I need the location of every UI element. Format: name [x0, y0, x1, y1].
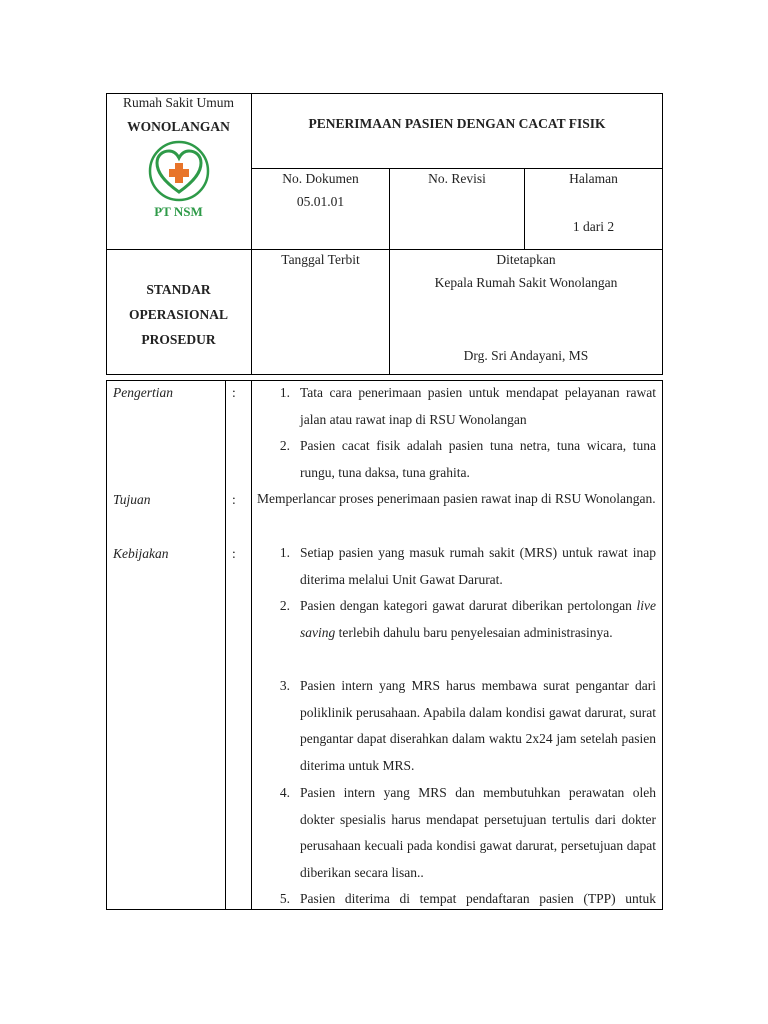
hospital-name: Rumah Sakit Umum: [123, 95, 234, 110]
ditetapkan-by: Kepala Rumah Sakit Wonolangan: [434, 275, 618, 290]
colon: :: [232, 546, 236, 561]
sop-line-2: OPERASIONAL: [128, 307, 228, 322]
list-text-part: Pasien dengan kategori gawat darurat diberikan pertolongan: [300, 598, 632, 613]
section-label-tujuan: Tujuan: [113, 492, 151, 507]
section-label-pengertian: Pengertian: [113, 385, 173, 400]
list-text: [300, 593, 656, 646]
list-text: Pasien intern yang MRS dan membutuhkan perawatan oleh dokter spesialis harus mendapat persetujuan tertulis dari dokter perusahaan kecuali pada kondisi gawat darurat, persetujuan dapat diberikan secara lisan..: [300, 785, 656, 880]
italic-term: live saving: [300, 598, 656, 640]
hospital-name-bold: WONOLANGAN: [127, 119, 230, 134]
list-item: [276, 593, 656, 646]
list-text: Pasien diterima di tempat pendaftaran pasien (TPP) untuk: [300, 891, 656, 906]
list-item: [276, 673, 656, 779]
list-text: Pasien intern yang MRS harus membawa surat pengantar dari poliklinik perusahaan. Apabila dalam kondisi gawat darurat, surat pengantar dapat diserahkan dalam waktu 2x24 jam setelah pasien diterima untuk MRS.: [300, 678, 656, 773]
list-text: Setiap pasien yang masuk rumah sakit (MRS) untuk rawat inap diterima melalui Unit Gawat Darurat.: [300, 545, 656, 587]
no-dokumen-value: 05.01.01: [296, 194, 345, 209]
logo-text: PT NSM: [154, 204, 203, 219]
halaman-value: 1 dari 2: [572, 219, 615, 234]
sop-line-3: PROSEDUR: [141, 332, 216, 347]
list-number: 2.: [279, 438, 290, 453]
list-number: 2.: [279, 598, 290, 613]
sop-line-1: STANDAR: [146, 282, 211, 297]
list-text: Pasien cacat fisik adalah pasien tuna netra, tuna wicara, tuna rungu, tuna daksa, tuna grahita.: [300, 438, 656, 480]
signatory-name: Drg. Sri Andayani, MS: [463, 348, 589, 363]
colon: :: [232, 385, 236, 400]
list-item: [276, 886, 656, 908]
halaman-label: Halaman: [569, 171, 618, 186]
section-label-kebijakan: Kebijakan: [113, 546, 169, 561]
list-number: 1.: [279, 545, 290, 560]
hospital-logo: [148, 140, 210, 202]
list-item: [276, 433, 656, 486]
list-item: [276, 780, 656, 886]
list-number: 5.: [279, 891, 290, 906]
no-revisi-label: No. Revisi: [428, 171, 486, 186]
list-item: [276, 540, 656, 593]
list-number: 1.: [279, 385, 290, 400]
heart-cross-icon: [148, 140, 210, 202]
no-dokumen-label: No. Dokumen: [282, 171, 359, 186]
list-number: 4.: [279, 785, 290, 800]
list-text-part: terlebih dahulu baru penyelesaian administrasinya.: [338, 624, 613, 640]
list-text: Tata cara penerimaan pasien untuk mendapat pelayanan rawat jalan atau rawat inap di RSU Wonolangan: [300, 385, 656, 427]
list-number: 3.: [279, 678, 290, 693]
colon: :: [232, 492, 236, 507]
sop-label: [106, 277, 251, 352]
tanggal-terbit-label: Tanggal Terbit: [281, 252, 360, 267]
ditetapkan-label: Ditetapkan: [496, 252, 556, 267]
list-item: [276, 380, 656, 433]
document-title: PENERIMAAN PASIEN DENGAN CACAT FISIK: [308, 116, 606, 131]
tujuan-text: Memperlancar proses penerimaan pasien rawat inap di RSU Wonolangan.: [257, 491, 656, 506]
